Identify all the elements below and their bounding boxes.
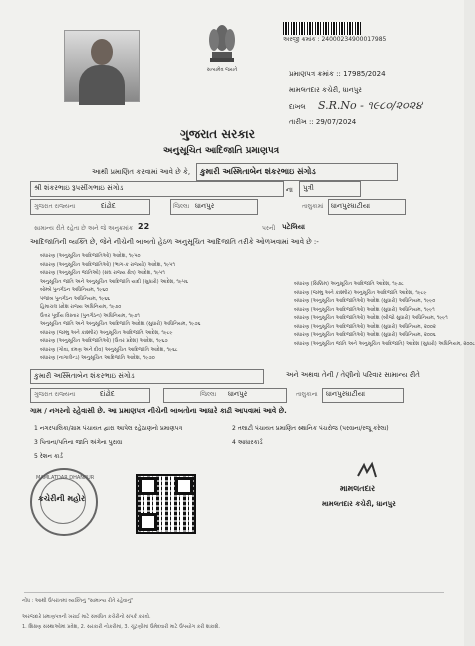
applicant-name: કુમારી અસ્મિતાબેન શંકરભાઇ સંગોડ (200, 167, 316, 176)
father-name: શ્રી શંકરભાઇ રૂપસીંગભાઇ સંગોડ (34, 184, 124, 192)
order-item: હિમાચલ પ્રદેશ રાજ્ય અધિનિયમ, ૧૯૭૦ (40, 304, 122, 310)
order-item: બંધારણ (અનુસૂચિત આદિજાતિઓ) આદેશ (સુધારો) અધિનિયમ, ૧૯૯૦ (294, 298, 436, 304)
daakhal-handwritten: S.R.No - ૧૯૮૦/૨૦૨૪ (318, 99, 423, 112)
application-barcode (283, 22, 361, 35)
line7-text: ગામ / નગરનો રહેવાસી છે. આ પ્રમાણપત્ર નીચેની બાબતોના આધારે કાઢી આપવામાં આવે છે. (30, 407, 287, 415)
taluka-value-2: ધાનપુરઘાટીયા (326, 390, 366, 398)
relation-value: પુત્રી (303, 184, 314, 192)
certificate-number: પ્રમાણપત્ર ક્રમાંક :: 17985/2024 (289, 70, 386, 78)
state-label-2: ગુજરાત રાજ્યના (34, 391, 76, 398)
order-item: બોમ્બે પુનર્ગઠન અધિનિયમ, ૧૯૬૦ (40, 287, 109, 293)
barcode-text: અરજી ક્રમાંક : 24000234900017985 (283, 36, 387, 43)
order-item: ઉત્તર પૂર્વીય વિસ્તાર (પુનર્ગઠન) અધિનિયમ, ૧૯૭૧ (40, 312, 140, 319)
order-item: બંધારણ (અનુસૂચિત આદિજાતિઓ) આદેશ (સુધારો) અધિનિયમ, ૨૦૦૬ (294, 332, 436, 338)
district-label-2: જિલ્લા (200, 391, 217, 398)
evidence-4: 4 આધારકાર્ડ (232, 439, 263, 446)
line4-text: સામાન્ય રીતે રહેતા છે અને જે અનુક્રમાંક (34, 225, 134, 232)
order-item: બંધારણ (અનુસૂચિત આદિજાતિઓ) આદેશ (બીજો સુધારો) અધિનિયમ, ૧૯૯૧ (294, 315, 448, 321)
paragraph-heading: આદિજાતિની વ્યક્તિ છે, જેને નીચેની બાબતો હેઠળ અનુસૂચિત આદિજાતિ તરીકે ઓળખવામાં આવે છે :- (30, 238, 319, 246)
orders-right-list (294, 280, 475, 348)
order-item: અનુસૂચિત જાતિ અને અનુસૂચિત આદિજાતિ યાદી (સુધારો) આદેશ, ૧૯૫૬ (40, 278, 188, 285)
applicant-name-2: કુમારી અસ્મિતાબેન શંકરભાઇ સંગોડ (34, 372, 135, 380)
order-item: બંધારણ (સિક્કિમ) અનુસૂચિત આદિજાતિ આદેશ, ૧૯૭૮ (294, 281, 404, 287)
footer-line-2: 1. શિક્ષણ સંસ્થાઓમાં પ્રવેશ, 2. સરકારી નોકરીમાં, 3. ચૂંટણીમાં ઉમેદવારી માટે ઉપયોગ કરી શકાશે. (22, 624, 220, 630)
order-item: બંધારણ (અનુસૂચિત આદિજાતિઓ) આદેશ (સુધારો) અધિનિયમ, ૨૦૦૨ (294, 323, 436, 330)
orders-left-list (40, 252, 280, 363)
footer-note: નોંધ : આથી ઉપરાંતમાં વ્યક્તિનું "સામાન્ય રીતે રહેવાનું" (22, 598, 134, 604)
stamp-text: કચેરીની મહોર (38, 494, 85, 503)
order-item: પંજાબ પુનર્ગઠન અધિનિયમ, ૧૯૬૬ (40, 295, 110, 302)
signature-mark-icon (356, 462, 378, 480)
signature-title: મામલતદાર (340, 484, 376, 493)
footer-line-1: અરજદારે પ્રમાણપત્રની ખરાઈ માટે સંબંધિત કચેરીનો સંપર્ક કરવો. (22, 614, 151, 620)
evidence-5: 5 રેશન કાર્ડ (34, 453, 63, 460)
order-item: બંધારણ (જમ્મુ અને કાશ્મીર) અનુસૂચિત આદિજાતિ આદેશ, ૧૯૮૯ (294, 289, 427, 296)
stamp-ring-text: MAMLATDAR DHANPUR (36, 475, 95, 481)
national-emblem-icon (204, 22, 240, 66)
order-item: બંધારણ (નાગાલેન્ડ) અનુસૂચિત આદિજાતિ આદેશ, ૧૯૭૦ (40, 355, 155, 361)
order-item: બંધારણ (ગોવા, દમણ અને દીવ) અનુસૂચિત આદિજાતિ આદેશ, ૧૯૬૮ (40, 346, 178, 353)
district-value: ધાનપુર (195, 202, 215, 210)
evidence-3: 3 પિતાના/પતિના જાતિ અંગેના પુરાવા (34, 439, 123, 446)
issue-date: તારીખ :: 29/07/2024 (289, 118, 357, 126)
village-value: દાંઢોદ (101, 202, 116, 210)
relation-label: ના (286, 186, 293, 194)
district-label: જિલ્લા (173, 203, 190, 210)
taluka-label: તાલુકામાં (302, 203, 324, 210)
taluka-label-2: તાલુકાના (296, 391, 318, 398)
schedule-number: 22 (138, 222, 150, 231)
district-box-2 (163, 388, 287, 403)
order-item: બંધારણ (અનુસૂચિત આદિજાતિઓ) (ભાગ-ક રાજ્યો) આદેશ, ૧૯૫૧ (40, 261, 175, 268)
order-item: બંધારણ (જમ્મુ અને કાશ્મીર) અનુસૂચિત આદિજાતિ આદેશ, ૧૯૮૯ (40, 329, 173, 336)
title-government: ગુજરાત સરકાર (180, 127, 255, 141)
order-item: બંધારણ (અનુસૂચિત આદિજાતિઓ) આદેશ (સુધારો) અધિનિયમ, ૧૯૯૧ (294, 306, 435, 313)
applicant-photo (64, 30, 140, 102)
order-item: બંધારણ (અનુસૂચિત આદિજાતિઓ) આદેશ, ૧૯૫૦ (40, 253, 141, 259)
footer-divider (24, 592, 444, 593)
state-label: ગુજરાત રાજ્યના (34, 203, 76, 210)
issuing-office: મામલતદાર કચેરી, ધાનપુર (289, 86, 362, 94)
district-value-2: ધાનપુર (228, 390, 248, 398)
signature-office: મામલતદાર કચેરી, ધાનપુર (322, 500, 396, 508)
order-item: બંધારણ (અનુસૂચિત જાતિઓ) (સંઘ રાજ્ય ક્ષેત્ર) આદેશ, ૧૯૫૧ (40, 270, 165, 276)
emblem-caption: સત્યમેવ જયતે (206, 67, 238, 73)
order-item: બંધારણ (અનુસૂચિત જાતિ અને અનુસૂચિત આદિજાતિ) આદેશ (સુધારો) અધિનિયમ, ૨૦૦૮ (294, 340, 475, 347)
title-certificate: અનુસૂચિત આદિજાતિ પ્રમાણપત્ર (163, 146, 280, 156)
tribe-label: પરની (262, 225, 276, 232)
line1-label: આથી પ્રમાણિત કરવામાં આવે છે કે, (92, 168, 191, 176)
evidence-1: 1 નગરપાલિકા/ગ્રામ પંચાયત દ્વારા આપેલ રહેઠાણનો પ્રમાણપત્ર (34, 425, 183, 432)
daakhal-label: દાખલ (289, 103, 306, 111)
evidence-2: 2 તલાટી પંચાયત પ્રમાણિત સ્થાનિક પંચરોજ (પરવાના/રજૂ કરેલા) (232, 425, 389, 432)
village-value-2: દાંઢોદ (100, 390, 115, 398)
verification-qr-code (136, 474, 196, 534)
line5-rest: અને અથવા તેની / તેણીનો પરિવાર સામાન્ય રીતે (286, 371, 420, 379)
order-item: બંધારણ (અનુસૂચિત આદિજાતિઓ) (ઉત્તર પ્રદેશ) આદેશ, ૧૯૬૭ (40, 338, 168, 344)
order-item: અનુસૂચિત જાતિ અને અનુસૂચિત આદિજાતિ આદેશ (સુધારો) અધિનિયમ, ૧૯૭૬ (40, 321, 201, 327)
tribe-value: પટેલિયા (282, 223, 305, 231)
taluka-value: ધાનપુરઘાટીયા (331, 202, 371, 210)
